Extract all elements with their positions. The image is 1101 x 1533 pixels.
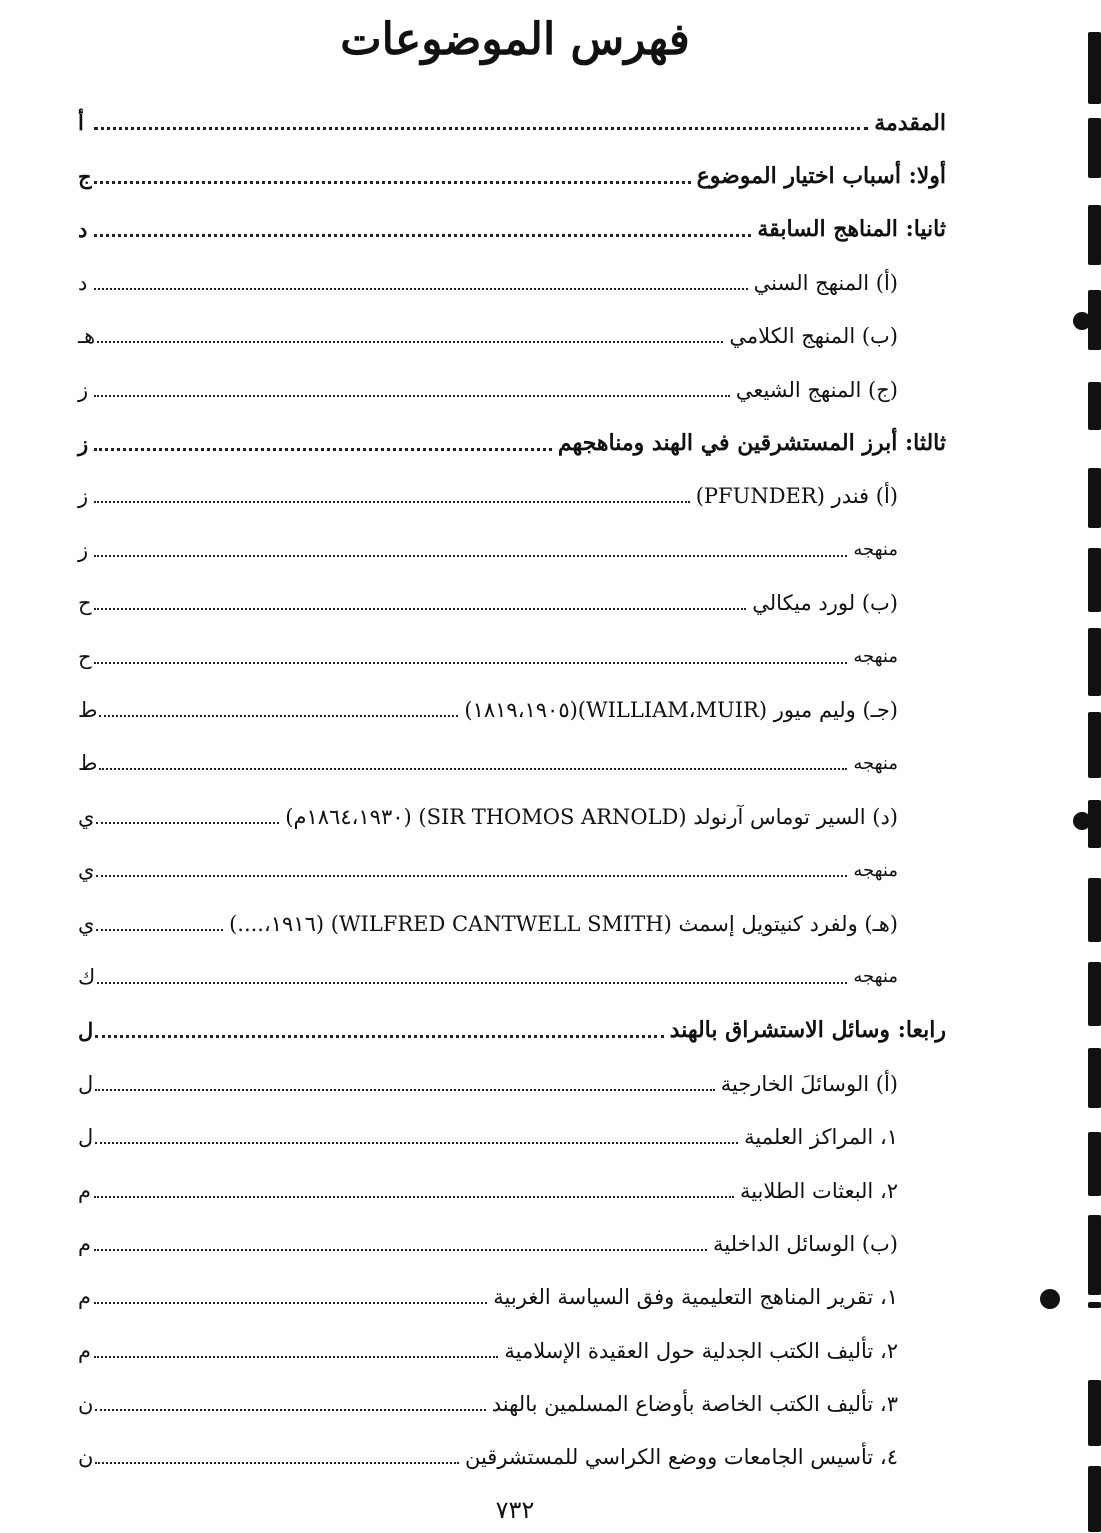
toc-entry-page: م — [78, 1231, 92, 1256]
toc-entry-page: ح — [78, 644, 92, 669]
toc-entry-title: ٣، تأليف الكتب الخاصة بأوضاع المسلمين بالهند — [491, 1392, 898, 1417]
toc-entry-page: ك — [78, 964, 96, 989]
dot-leader — [97, 341, 723, 343]
toc-entry-page: ز — [78, 377, 89, 402]
toc-entry-title: (ب) الوسائل الداخلية — [713, 1231, 898, 1256]
toc-entry-title: ١، تقرير المناهج التعليمية وفق السياسة الغربية — [493, 1285, 898, 1310]
toc-entry-title: ٢، تأليف الكتب الجدلية حول العقيدة الإسلامية — [504, 1338, 898, 1363]
binder-hole — [1088, 1380, 1101, 1446]
dot-leader — [95, 1142, 738, 1144]
toc-entry — [78, 683, 946, 736]
toc-entry — [78, 897, 946, 950]
toc-entry-title: (ب) المنهج الكلامي — [729, 324, 898, 349]
toc-entry-title: ٤، تأسيس الجامعات ووضع الكراسي للمستشرقين — [464, 1445, 898, 1470]
toc-entry-page: أ — [78, 110, 84, 136]
binder-hole — [1088, 878, 1101, 942]
toc-entry-title: ٢، البعثات الطلابية — [739, 1178, 898, 1203]
toc-entry-page: ل — [78, 1017, 94, 1043]
toc-entry — [78, 737, 946, 790]
dot-leader — [95, 1089, 714, 1091]
toc-entry-page: د — [78, 216, 88, 242]
dot-leader — [96, 822, 279, 824]
binder-hole — [1088, 382, 1101, 430]
binder-dot — [1073, 812, 1091, 830]
dot-leader — [94, 1249, 707, 1251]
toc-entry-title: ١، المراكز العلمية — [744, 1125, 898, 1150]
toc-entry — [78, 843, 946, 896]
toc-entry-page: ح — [78, 591, 92, 616]
dot-leader — [96, 875, 847, 877]
toc-entry-title: (هـ) ولفرد كنيتويل إسمث (WILFRED CANTWELL SMITH) (١٩١٦،....) — [229, 911, 898, 936]
dot-leader — [94, 1302, 487, 1304]
toc-entry-page: ي — [78, 858, 95, 883]
toc-entry-title: منهجه — [853, 539, 898, 561]
toc-entry — [78, 96, 946, 149]
dot-leader — [94, 1356, 498, 1358]
page-number: ٧٣٢ — [495, 1496, 535, 1524]
dot-leader — [94, 608, 746, 610]
dot-leader — [99, 768, 847, 770]
binder-hole — [1088, 712, 1101, 778]
binder-hole — [1088, 962, 1101, 1026]
toc-entry — [78, 523, 946, 576]
binder-hole — [1088, 1215, 1101, 1295]
toc-entry-title: منهجه — [853, 966, 898, 988]
dot-leader — [94, 395, 730, 397]
toc-entry-page: ز — [78, 430, 89, 456]
toc-entry — [78, 1324, 946, 1377]
toc-entry-page: م — [78, 1338, 92, 1363]
toc-entry-page: د — [78, 270, 88, 295]
binder-hole — [1088, 32, 1101, 104]
scan-mark — [1040, 1289, 1060, 1309]
dot-leader — [94, 662, 847, 664]
dot-leader — [95, 1035, 663, 1038]
toc-entry-title: منهجه — [853, 752, 898, 774]
toc-entry-page: ز — [78, 484, 89, 509]
toc-entry-title: (جـ) وليم ميور (WILLIAM،MUIR)(١٨١٩،١٩٠٥) — [464, 697, 898, 722]
toc-entry — [78, 1057, 946, 1110]
toc-entry-title: (د) السير توماس آرنولد (SIR THOMOS ARNOLD) (١٨٦٤،١٩٣٠م) — [285, 804, 898, 829]
dot-leader — [96, 929, 223, 931]
toc-entry — [78, 630, 946, 683]
toc-entry-page: ز — [78, 537, 89, 562]
dot-leader — [94, 127, 868, 130]
toc-entry-page: ي — [78, 804, 95, 829]
toc-entry-title: ثالثا: أبرز المستشرقين في الهند ومناهجهم — [557, 430, 946, 457]
toc-entry — [78, 1271, 946, 1324]
toc-entry — [78, 1431, 946, 1484]
toc-entry-page: م — [78, 1178, 92, 1203]
toc-entry-page: ج — [78, 163, 92, 189]
toc-entry-title: المقدمة — [874, 109, 946, 136]
toc-entry-page: ي — [78, 911, 95, 936]
dot-leader — [94, 501, 690, 503]
toc-entry — [78, 256, 946, 309]
toc-entry — [78, 790, 946, 843]
toc-entry — [78, 310, 946, 363]
table-of-contents — [78, 96, 946, 1484]
binder-hole — [1088, 548, 1101, 612]
toc-entry — [78, 149, 946, 202]
dot-leader — [99, 715, 458, 717]
toc-entry — [78, 1217, 946, 1270]
binder-hole — [1088, 468, 1101, 528]
toc-entry-title: (أ) الوسائلَ الخارجية — [720, 1071, 898, 1096]
binder-dot — [1073, 312, 1091, 330]
dot-leader — [95, 1409, 485, 1411]
dot-leader — [94, 181, 691, 184]
toc-entry-title: منهجه — [853, 859, 898, 881]
toc-entry-title: ثانيا: المناهج السابقة — [757, 216, 946, 243]
binder-hole — [1088, 1132, 1101, 1196]
dot-leader — [95, 1462, 459, 1464]
binder-hole — [1088, 118, 1101, 178]
toc-entry — [78, 950, 946, 1003]
toc-entry-page: ط — [78, 751, 98, 776]
binder-holes — [1077, 0, 1101, 1533]
toc-entry-title: (ب) لورد ميكالي — [752, 591, 898, 616]
dot-leader — [94, 1196, 734, 1198]
toc-entry-page: ن — [78, 1445, 94, 1470]
toc-entry — [78, 416, 946, 469]
toc-entry-title: أولا: أسباب اختيار الموضوع — [696, 163, 946, 190]
dot-leader — [97, 982, 847, 984]
binder-hole — [1088, 1466, 1101, 1532]
toc-entry-title: رابعا: وسائل الاستشراق بالهند — [669, 1017, 946, 1044]
toc-entry-title: (أ) فندر (PFUNDER) — [695, 484, 898, 509]
binder-hole — [1088, 1048, 1101, 1108]
dot-leader — [94, 288, 748, 290]
toc-entry-title: (ج) المنهج الشيعي — [735, 377, 898, 402]
binder-hole — [1088, 1302, 1101, 1308]
toc-entry-page: ن — [78, 1392, 94, 1417]
toc-entry — [78, 470, 946, 523]
toc-entry-page: هـ — [78, 324, 96, 349]
toc-entry — [78, 577, 946, 630]
binder-hole — [1088, 205, 1101, 265]
toc-entry — [78, 203, 946, 256]
toc-entry-page: ط — [78, 697, 98, 722]
toc-entry — [78, 363, 946, 416]
toc-entry-page: ل — [78, 1071, 94, 1096]
dot-leader — [94, 448, 552, 451]
page-title: فهرس الموضوعات — [340, 14, 690, 65]
toc-entry — [78, 1110, 946, 1163]
toc-entry-title: منهجه — [853, 646, 898, 668]
dot-leader — [94, 234, 751, 237]
toc-entry — [78, 1004, 946, 1057]
toc-entry — [78, 1377, 946, 1430]
dot-leader — [94, 555, 847, 557]
toc-entry-page: م — [78, 1285, 92, 1310]
binder-hole — [1088, 628, 1101, 696]
toc-entry — [78, 1164, 946, 1217]
toc-entry-title: (أ) المنهج السني — [753, 270, 898, 295]
toc-entry-page: ل — [78, 1125, 94, 1150]
